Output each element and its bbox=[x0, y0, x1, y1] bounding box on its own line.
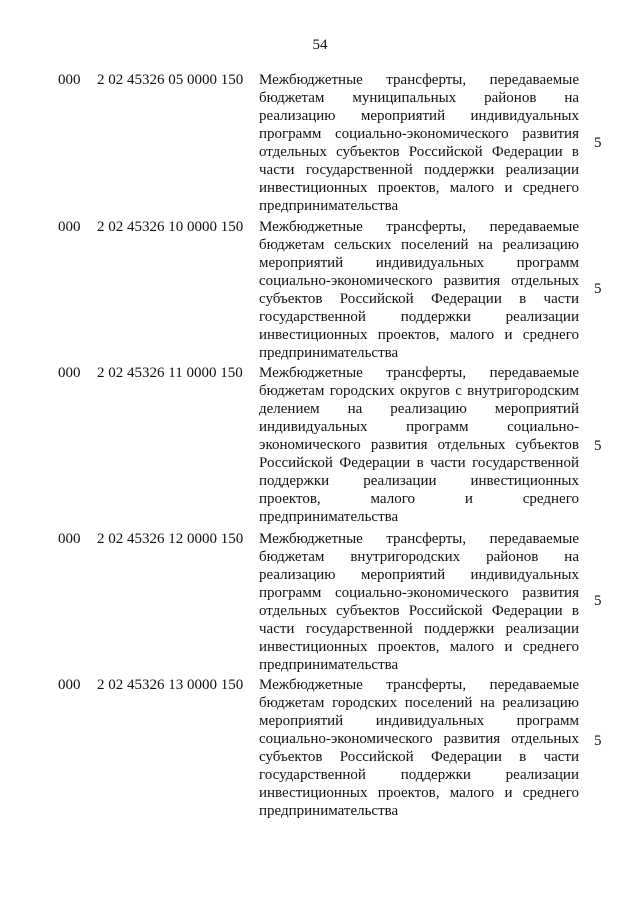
page-number: 54 bbox=[312, 37, 328, 53]
amount: 5 bbox=[594, 281, 602, 297]
income-description: Межбюджетные трансферты, передаваемые бюджетам городских округов с внутригородским делением на реализацию мероприятий индивидуальных программ социально-экономического развития отдельных субъектов Российской Федерации в части государственной поддержки реализации инвестиционных проектов, малого и среднего предпринимательства bbox=[259, 365, 579, 525]
budget-classification-code: 2 02 45326 10 0000 150 bbox=[97, 219, 244, 235]
amount: 5 bbox=[594, 135, 602, 151]
income-description: Межбюджетные трансферты, передаваемые бюджетам муниципальных районов на реализацию мероприятий индивидуальных программ социально-экономического развития отдельных субъектов Российской Федерации в части государственной поддержки реализации инвестиционных проектов, малого и среднего предпринимательства bbox=[259, 72, 579, 214]
admin-code: 000 bbox=[58, 219, 81, 235]
income-description: Межбюджетные трансферты, передаваемые бюджетам внутригородских районов на реализацию мероприятий индивидуальных программ социально-экономического развития отдельных субъектов Российской Федерации в части государственной поддержки реализации инвестиционных проектов, малого и среднего предпринимательства bbox=[259, 531, 579, 673]
income-description: Межбюджетные трансферты, передаваемые бюджетам сельских поселений на реализацию мероприятий индивидуальных программ социально-экономического развития отдельных субъектов Российской Федерации в части государственной поддержки реализации инвестиционных проектов, малого и среднего предпринимательства bbox=[259, 219, 579, 361]
amount: 5 bbox=[594, 438, 602, 454]
admin-code: 000 bbox=[58, 365, 81, 381]
admin-code: 000 bbox=[58, 531, 81, 547]
admin-code: 000 bbox=[58, 72, 81, 88]
admin-code: 000 bbox=[58, 677, 81, 693]
budget-classification-code: 2 02 45326 05 0000 150 bbox=[97, 72, 244, 88]
budget-classification-code: 2 02 45326 11 0000 150 bbox=[97, 365, 243, 381]
income-description: Межбюджетные трансферты, передаваемые бюджетам городских поселений на реализацию мероприятий индивидуальных программ социально-экономического развития отдельных субъектов Российской Федерации в части государственной поддержки реализации инвестиционных проектов, малого и среднего предпринимательства bbox=[259, 677, 579, 819]
amount: 5 bbox=[594, 593, 602, 609]
amount: 5 bbox=[594, 733, 602, 749]
budget-classification-code: 2 02 45326 12 0000 150 bbox=[97, 531, 244, 547]
budget-classification-code: 2 02 45326 13 0000 150 bbox=[97, 677, 244, 693]
